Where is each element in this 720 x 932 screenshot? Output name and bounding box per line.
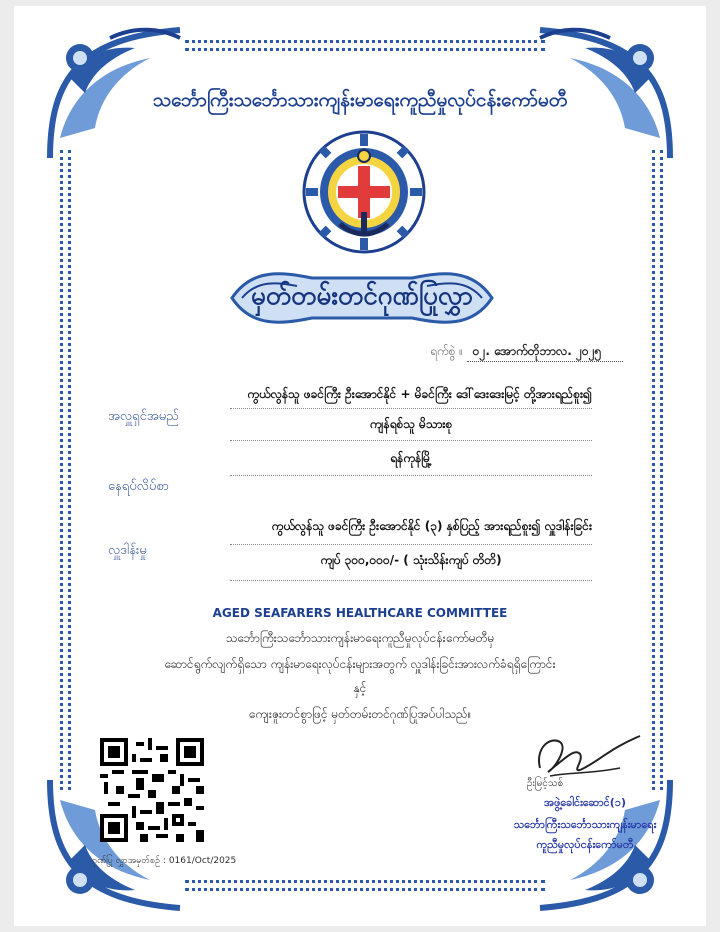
signer-name: ဦးမြင့်သစ် xyxy=(526,778,564,789)
address-value: ရန်ကုန်မြို့ xyxy=(390,451,432,465)
committee-title: သင်္ဘောကြီးသင်္ဘောသားကျန်းမာရေးကူညီမှုလုပ်ငန်းကော်မတီ xyxy=(152,89,568,111)
date-label: ရက်စွဲ ။ xyxy=(430,344,463,358)
divider-line xyxy=(230,440,592,441)
body-text-line-2: ဆောင်ရွက်လျက်ရှိသော ကျန်းမာရေးလုပ်ငန်းများအတွက် လှူဒါန်းခြင်းအားလက်ခံရရှိကြောင်း xyxy=(164,657,556,671)
divider-line xyxy=(230,408,592,409)
frame-border-top xyxy=(185,40,545,43)
divider-line xyxy=(230,544,592,545)
date-value: ၀၂. အောက်တိုဘာလ. ၂၀၂၅ xyxy=(467,343,623,362)
frame-border-bottom xyxy=(185,880,545,883)
signer-title-line-1: အဖွဲ့ခေါင်းဆောင်(၁) xyxy=(544,796,626,809)
body-text-line-3: နှင့် xyxy=(353,681,367,695)
committee-emblem-logo xyxy=(300,128,428,256)
body-text-line-4: ကျေးဇူးတင်စွာဖြင့် မှတ်တမ်းတင်ဂုဏ်ပြုအပ်ပါသည်။ xyxy=(248,707,472,721)
donation-line-1: ကွယ်လွန်သူ ဖခင်ကြီး ဦးအောင်နိုင် (၃) နှစ်ပြည့် အားရည်စူး၍ လှူဒါန်းခြင်း xyxy=(271,519,592,533)
divider-line xyxy=(230,580,592,581)
committee-name-english: AGED SEAFARERS HEALTHCARE COMMITTEE xyxy=(212,606,508,620)
donation-label: လှူဒါန်းမှု xyxy=(108,543,147,558)
donation-amount: ကျပ် ၃၀၀,၀၀၀/- ( သုံးသိန်းကျပ် တိတိ) xyxy=(320,553,502,567)
divider-line xyxy=(230,475,592,476)
donor-name-line-1: ကွယ်လွန်သူ ဖခင်ကြီး ဦးအောင်နိုင် + မိခင်ကြီး ဒေါ်ဒေးဒေးမြင့် တို့အားရည်စူး၍ xyxy=(247,387,592,401)
certificate-title: မှတ်တမ်းတင်ဂုဏ်ပြုလွှာ xyxy=(251,281,473,311)
donor-name-line-2: ကျန်ရစ်သူ မိသားစု xyxy=(369,417,453,431)
date-row xyxy=(430,343,623,362)
frame-border-bottom-inner xyxy=(185,888,545,891)
donor-name-label: အလှူရှင်အမည် xyxy=(108,409,179,424)
signer-title-line-3: ကူညီမှုလုပ်ငန်းကော်မတီ xyxy=(536,838,634,851)
address-label: နေရပ်လိပ်စာ xyxy=(108,479,169,494)
body-text-line-1: သင်္ဘောကြီးသင်္ဘောသားကျန်းမာရေးကူညီမှုလုပ်ငန်းကော်မတီမှ xyxy=(225,631,495,645)
signer-title-line-2: သင်္ဘောကြီးသင်္ဘောသားကျန်းမာရေး xyxy=(513,818,657,831)
qr-code[interactable] xyxy=(100,738,204,842)
frame-border-top-inner xyxy=(185,48,545,51)
certificate-reference-number: ဂုဏ်ပြု လွှာအမှတ်စဉ် : 0161/Oct/2025 xyxy=(92,856,237,866)
